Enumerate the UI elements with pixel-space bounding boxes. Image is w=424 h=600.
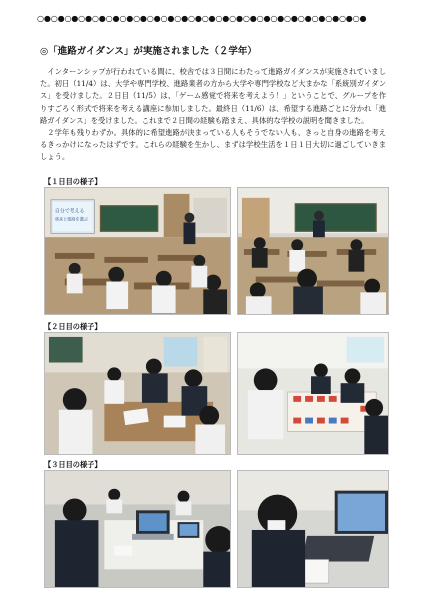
article-title: ◎「進路ガイダンス」が実施されました（２学年） bbox=[40, 46, 257, 57]
section-label-day1: 【１日目の様子】 bbox=[44, 177, 102, 186]
photo-day1-lecture bbox=[44, 187, 231, 315]
photo-day2-group bbox=[44, 332, 231, 455]
photo-day3-laptops bbox=[44, 470, 231, 588]
screen-text-2: 将来と進路を選ぶ bbox=[54, 216, 88, 222]
photo-day2-boardgame bbox=[237, 332, 389, 455]
screen-text-1: 自分で考える bbox=[54, 208, 85, 215]
header-dot-border: ○●○●○●○●○●○●○●○●○●○●○●○●○●○●○●○●○●○●○●○●○●○●○●○● bbox=[37, 14, 367, 23]
photo-day1-classroom bbox=[237, 187, 389, 315]
paragraph-2: ２学年も残りわずか。具体的に希望進路が決まっている人もそうでない人も、きっと自身の進路を考えるきっかけになったはずです。これらの経験を生かし、まずは学校生活を１日１日大切に過ごしていきましょう。 bbox=[40, 128, 386, 162]
section-label-day3: 【３日目の様子】 bbox=[44, 460, 102, 469]
paragraph-1: インターンシップが行われている間に、校舎では３日間にわたって進路ガイダンスが実施されていました。初日（11/4）は、大学や専門学校、進路業者の方から大学や専門学校など大まかな「系統別ガイダンス」を受けました。２日目（11/5）は、「ゲーム感覚で将来を考えよう！」ということで、グループを作りすごろく形式で将来を考える講座に参加しました。最終日（11/6）は、希望する進路ごとに分かれ「進路ガイダンス」を受けました。これまで２日間の経験も踏まえ、具体的な学校の説明を聞きました。 bbox=[40, 67, 386, 125]
photo-day3-student-laptop bbox=[237, 470, 389, 588]
article-body bbox=[40, 66, 386, 164]
section-label-day2: 【２日目の様子】 bbox=[44, 322, 102, 331]
